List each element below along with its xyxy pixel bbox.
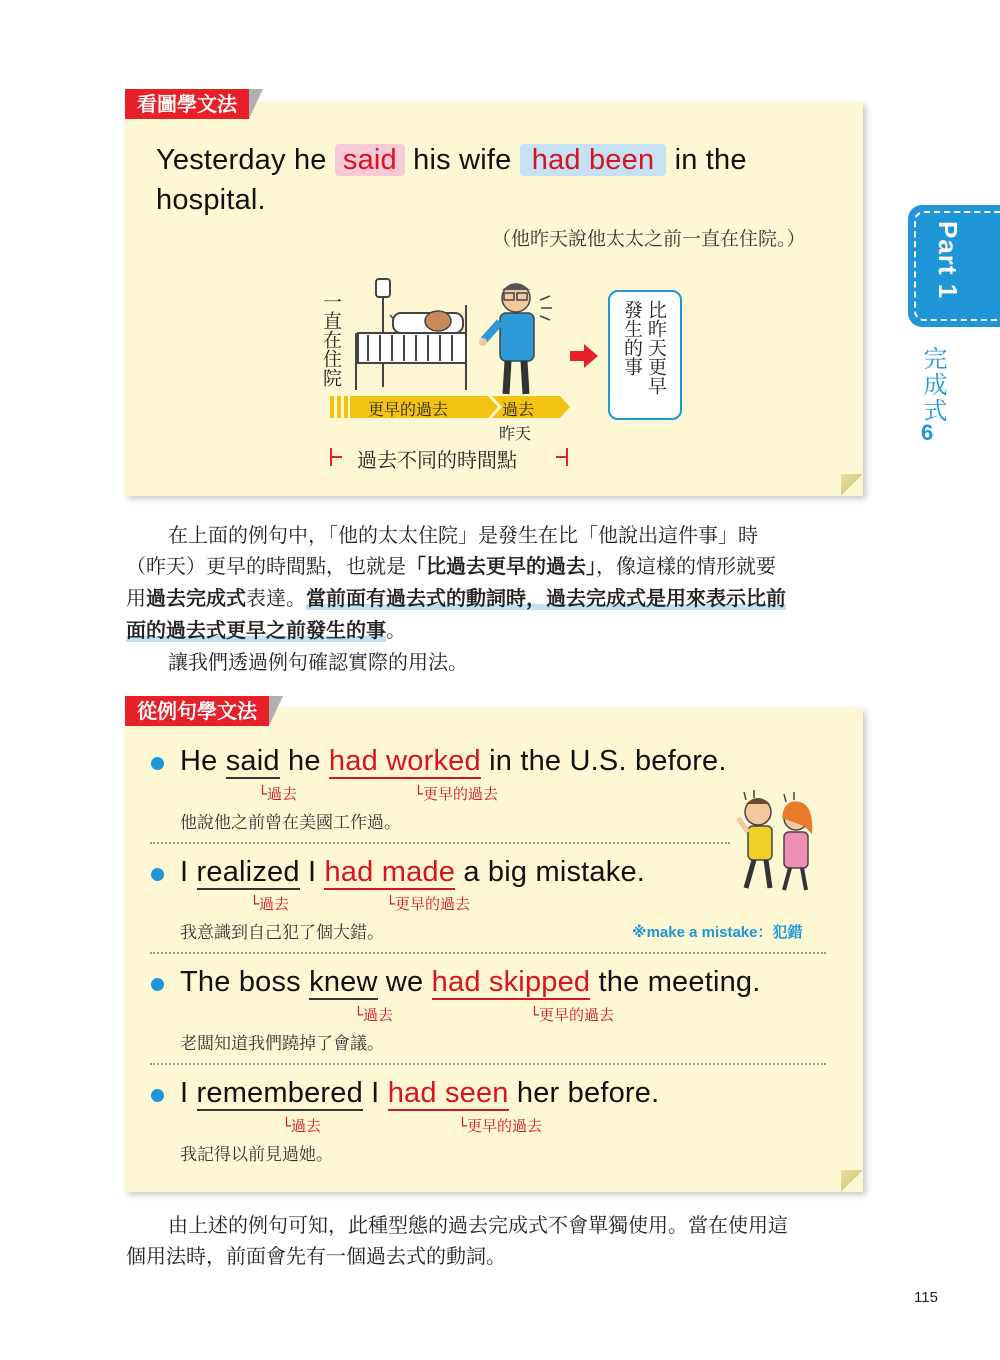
arrow-right-icon bbox=[570, 344, 598, 368]
man-speaking-illustration bbox=[478, 280, 558, 398]
divider bbox=[150, 952, 826, 954]
bullet-icon bbox=[151, 1089, 164, 1102]
bar-past: 過去 bbox=[502, 400, 535, 419]
chapter-label: 完成式 bbox=[919, 346, 947, 424]
section-label-picture: 看圖學文法 bbox=[125, 89, 249, 119]
example-3-translation: 老闆知道我們蹺掉了會議。 bbox=[180, 1034, 384, 1054]
page-number: 115 bbox=[914, 1289, 938, 1306]
past-verb: realized bbox=[196, 856, 300, 888]
part-label: Part 1 bbox=[933, 221, 963, 300]
bracket-label: 過去不同的時間點 bbox=[357, 448, 517, 472]
time-bracket bbox=[330, 446, 568, 472]
past-perfect-verb: had skipped bbox=[431, 966, 591, 998]
hospital-bed-illustration bbox=[348, 275, 473, 393]
bullet-icon bbox=[151, 978, 164, 991]
past-perfect-verb: had seen bbox=[387, 1077, 509, 1109]
tag-earlier-past: └更早的過去 bbox=[386, 895, 471, 913]
chapter-number: 6 bbox=[921, 420, 934, 445]
divider bbox=[150, 1063, 826, 1065]
paragraph-2: 由上述的例句可知，此種型態的過去完成式不會單獨使用。當在使用這 個用法時，前面會先有一個過去式的動詞。 bbox=[126, 1213, 788, 1268]
tag-past: └過去 bbox=[354, 1006, 394, 1024]
divider bbox=[150, 842, 730, 844]
tag-earlier-past: └更早的過去 bbox=[414, 785, 499, 803]
bullet-icon bbox=[151, 868, 164, 881]
past-perfect-verb: had worked bbox=[328, 745, 481, 777]
tag-past: └過去 bbox=[258, 785, 298, 803]
tag-earlier-past: └更早的過去 bbox=[458, 1117, 543, 1135]
sentence-translation: （他昨天說他太太之前一直在住院。） bbox=[492, 228, 806, 250]
example-3: The boss knew we had skipped the meeting. bbox=[180, 966, 761, 998]
bullet-icon bbox=[151, 757, 164, 770]
example-2: I realized I had made a big mistake. bbox=[180, 856, 646, 888]
yesterday-label: 昨天 bbox=[499, 424, 532, 443]
part-tab bbox=[908, 205, 1000, 327]
past-verb: remembered bbox=[196, 1077, 363, 1109]
tag-past: └過去 bbox=[250, 895, 290, 913]
example-sentence-line2: hospital. bbox=[156, 184, 266, 216]
example-1: He said he had worked in the U.S. before. bbox=[180, 745, 727, 777]
past-verb: knew bbox=[309, 966, 378, 998]
past-perfect-verb: had made bbox=[324, 856, 456, 888]
example-sentence: Yesterday he said his wife had been in the bbox=[156, 144, 747, 176]
section-label-examples: 從例句學文法 bbox=[125, 696, 269, 726]
two-friends-illustration bbox=[734, 786, 824, 896]
highlight-past: said bbox=[335, 144, 405, 176]
past-verb: said bbox=[225, 745, 280, 777]
highlight-past-perfect: had been bbox=[520, 144, 667, 176]
example-4-translation: 我記得以前見過她。 bbox=[180, 1145, 333, 1165]
diagram-vertical-text: 一直在住院 bbox=[320, 292, 342, 387]
tag-earlier-past: └更早的過去 bbox=[530, 1006, 615, 1024]
earlier-event-box: 比昨天更早發生的事 bbox=[608, 290, 682, 420]
example-2-translation: 我意識到自己犯了個大錯。 bbox=[180, 923, 384, 943]
example-1-translation: 他說他之前曾在美國工作過。 bbox=[180, 813, 401, 833]
tag-past: └過去 bbox=[282, 1117, 322, 1135]
paragraph-1: 在上面的例句中，「他的太太住院」是發生在比「他說出這件事」時 （昨天）更早的時間點，也就是「比過去更早的過去」，像這樣的情形就要 用過去完成式表達。當前面有過去式的動詞時，過去完成式是用來表示比前 面的過去式更早之前發生的事。 讓我們透過例句確認實際的用法。 bbox=[126, 523, 786, 674]
example-4: I remembered I had seen her before. bbox=[180, 1077, 660, 1109]
mistake-note: ※make a mistake：犯錯 bbox=[632, 924, 803, 941]
timeline-bar bbox=[330, 396, 570, 418]
bar-earlier-past: 更早的過去 bbox=[368, 400, 449, 419]
